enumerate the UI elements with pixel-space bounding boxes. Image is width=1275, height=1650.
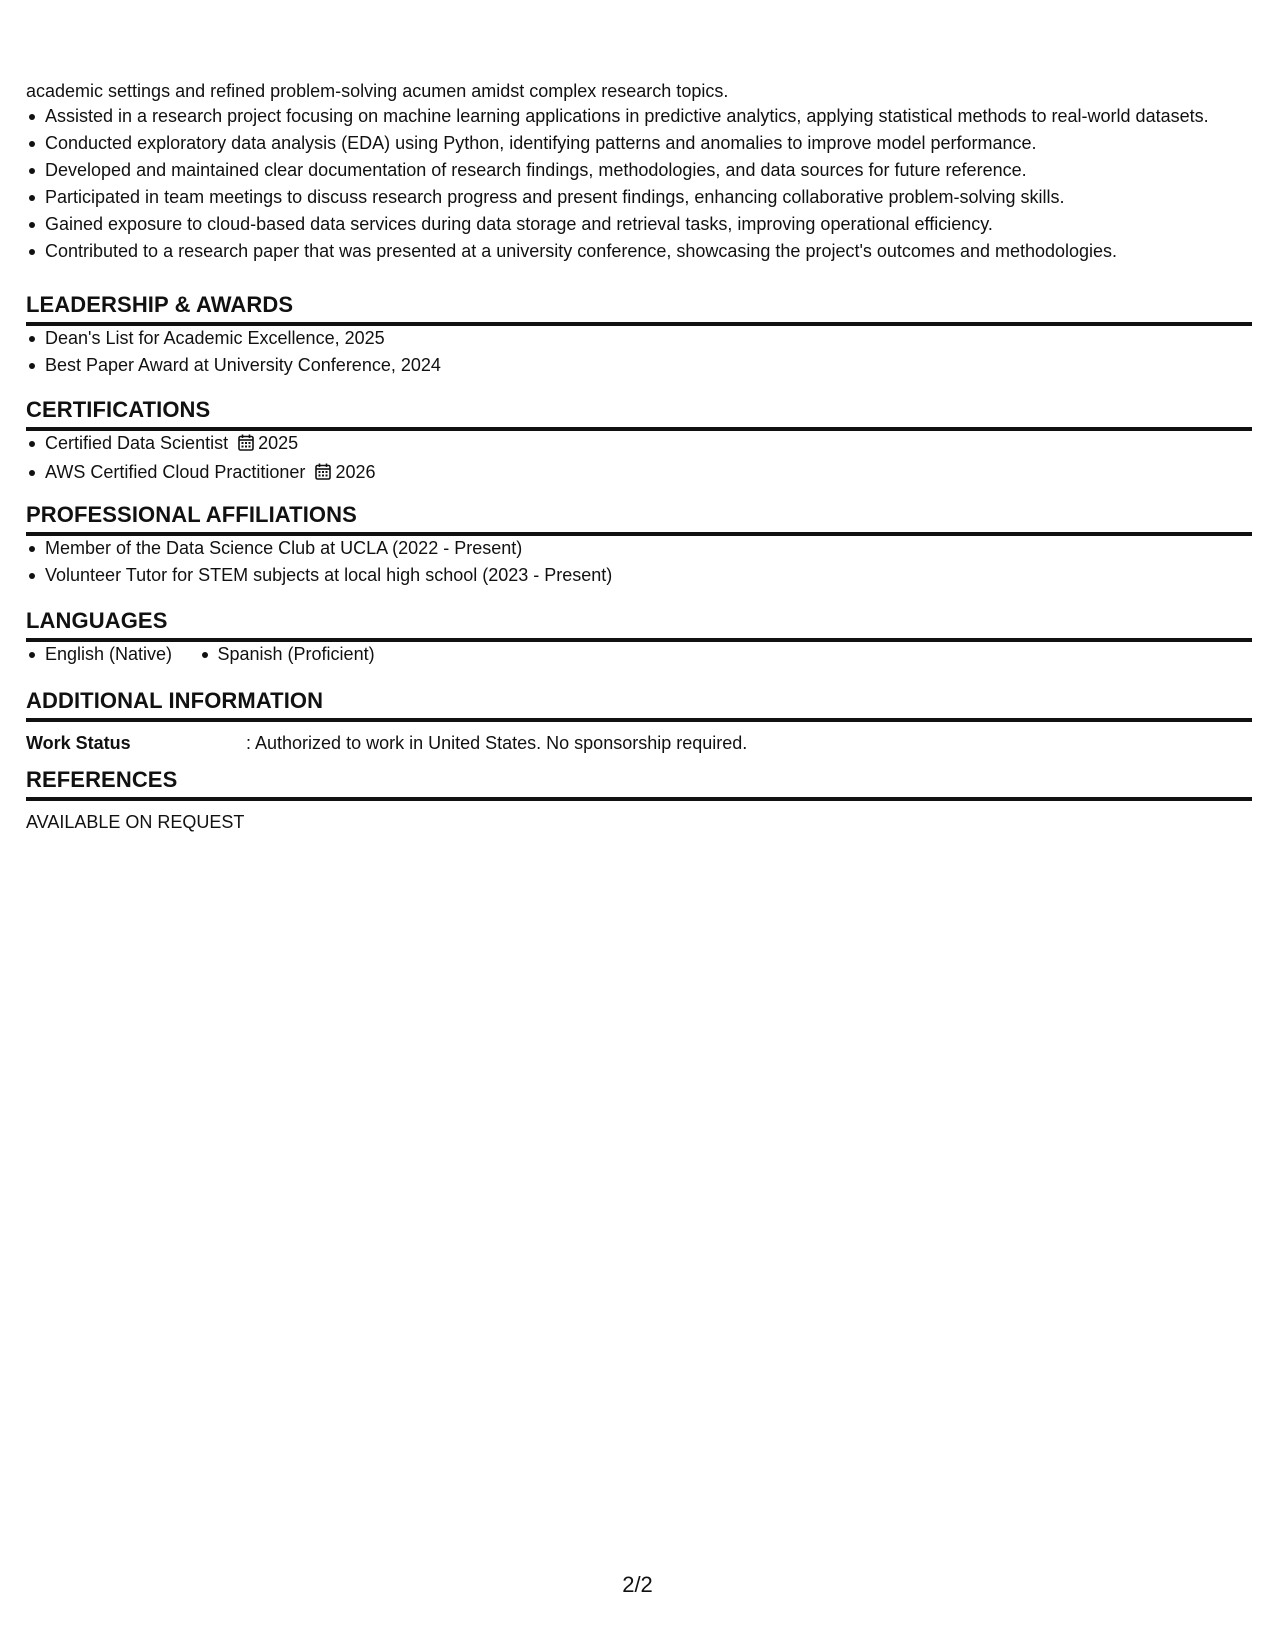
work-status-value: : Authorized to work in United States. No sponsorship required. [246, 733, 748, 753]
section-heading: PROFESSIONAL AFFILIATIONS [26, 502, 1252, 536]
research-bullet: Assisted in a research project focusing on machine learning applications in predictive analytics, applying statistical methods to real-world datasets. [26, 104, 1226, 128]
languages-list [26, 642, 1252, 669]
references-text: AVAILABLE ON REQUEST [26, 812, 245, 832]
additional-info-section [26, 688, 1252, 755]
list-item: Best Paper Award at University Conference, 2024 [26, 353, 1252, 377]
research-bullet: Contributed to a research paper that was presented at a university conference, showcasing the project's outcomes and methodologies. [26, 239, 1226, 263]
language-item: English (Native) [26, 642, 172, 666]
list-item: Volunteer Tutor for STEM subjects at local high school (2023 - Present) [26, 563, 1252, 587]
list-item: Dean's List for Academic Excellence, 2025 [26, 326, 1252, 350]
research-bullet-list [26, 104, 1226, 266]
section-heading: CERTIFICATIONS [26, 397, 1252, 431]
section-heading: ADDITIONAL INFORMATION [26, 688, 1252, 722]
research-bullet: Participated in team meetings to discuss research progress and present findings, enhancing collaborative problem-solving skills. [26, 185, 1226, 209]
certification-name: AWS Certified Cloud Practitioner [45, 462, 306, 482]
work-status-label: Work Status [26, 733, 131, 753]
leadership-list [26, 326, 1252, 377]
certification-year: 2025 [258, 433, 299, 453]
languages-section [26, 608, 1252, 669]
affiliations-section [26, 502, 1252, 590]
section-heading: REFERENCES [26, 767, 1252, 801]
language-item: Spanish (Proficient) [199, 642, 375, 666]
research-bullet: Gained exposure to cloud-based data services during data storage and retrieval tasks, improving operational efficiency. [26, 212, 1226, 236]
section-heading: LEADERSHIP & AWARDS [26, 292, 1252, 326]
certification-item [26, 460, 1252, 486]
calendar-icon [315, 462, 331, 486]
calendar-icon [238, 433, 254, 457]
leadership-section [26, 292, 1252, 380]
references-section [26, 767, 1252, 834]
page-number: 2/2 [622, 1572, 653, 1597]
certification-name: Certified Data Scientist [45, 433, 229, 453]
research-continuation-text: academic settings and refined problem-solving acumen amidst complex research topics. [26, 81, 729, 101]
list-item: Member of the Data Science Club at UCLA (2022 - Present) [26, 536, 1252, 560]
certifications-section [26, 397, 1252, 489]
certification-year: 2026 [335, 462, 376, 482]
certification-item [26, 431, 1252, 457]
research-bullet: Developed and maintained clear documentation of research findings, methodologies, and data sources for future reference. [26, 158, 1226, 182]
section-heading: LANGUAGES [26, 608, 1252, 642]
work-status-row [26, 731, 1252, 755]
certifications-list [26, 431, 1252, 486]
affiliations-list [26, 536, 1252, 587]
research-bullet: Conducted exploratory data analysis (EDA) using Python, identifying patterns and anomalies to improve model performance. [26, 131, 1226, 155]
